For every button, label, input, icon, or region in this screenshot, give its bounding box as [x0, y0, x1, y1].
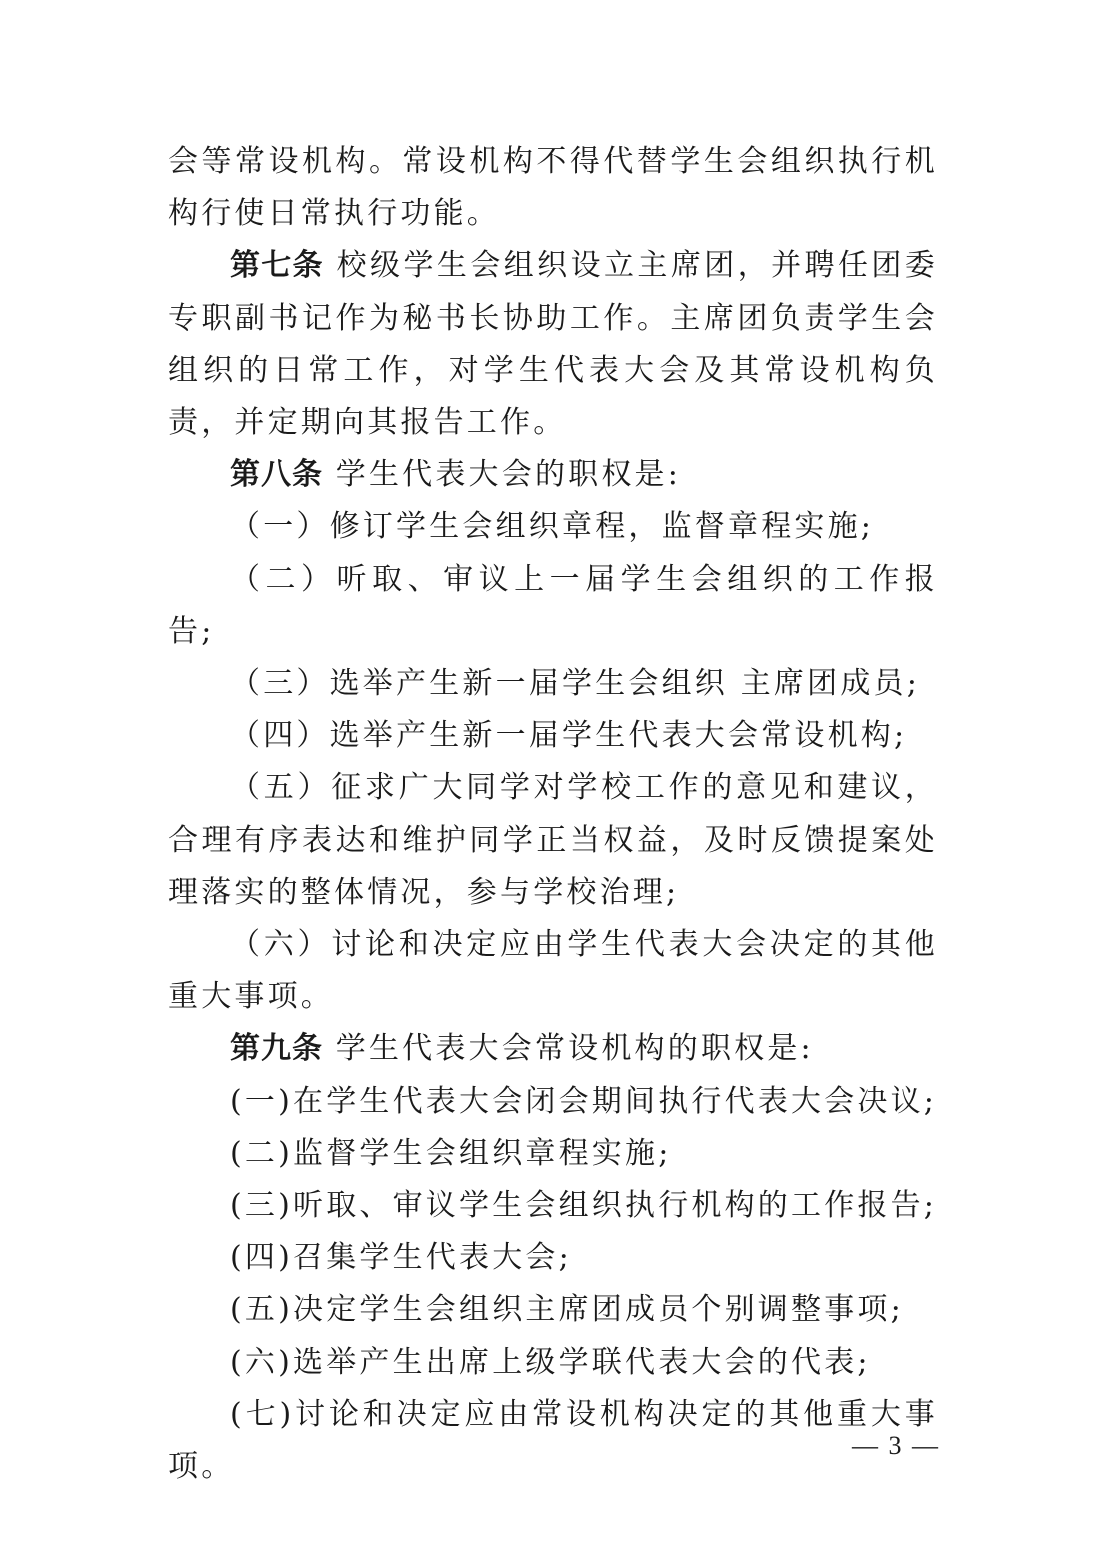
list-item: (一)在学生代表大会闭会期间执行代表大会决议;: [230, 1083, 938, 1119]
article-text: 学生代表大会常设机构的职权是:: [335, 1031, 814, 1067]
paragraph-continuation: 会等常设机构。常设机构不得代替学生会组织执行机构行使日常执行功能。: [168, 144, 938, 232]
list-item: （五）征求广大同学对学校工作的意见和建议，合理有序表达和维护同学正当权益，及时反馈提案处理落实的整体情况，参与学校治理;: [168, 770, 938, 910]
document-body: [168, 136, 938, 1493]
list-item: （二）听取、审议上一届学生会组织的工作报告;: [168, 561, 938, 649]
article-label: 第八条: [230, 457, 323, 493]
article-nine: [168, 1023, 938, 1075]
page-number: — 3 —: [852, 1431, 940, 1460]
list-item: (七)讨论和决定应由常设机构决定的其他重大事项。: [168, 1396, 938, 1485]
article-eight: [168, 449, 938, 501]
article-text: 学生代表大会的职权是:: [335, 457, 682, 493]
list-item: (三)听取、审议学生会组织执行机构的工作报告;: [230, 1188, 938, 1224]
list-item: (二)监督学生会组织章程实施;: [230, 1135, 672, 1171]
article-text: 校级学生会组织设立主席团，并聘任团委专职副书记作为秘书长协助工作。主席团负责学生会组织的日常工作，对学生代表大会及其常设机构负责，并定期向其报告工作。: [168, 248, 938, 441]
article-seven: [168, 240, 938, 449]
list-item: (五)决定学生会组织主席团成员个别调整事项;: [230, 1292, 904, 1328]
list-item: (四)召集学生代表大会;: [230, 1240, 572, 1276]
list-item: （三）选举产生新一届学生会组织 主席团成员;: [230, 666, 921, 702]
list-item: (六)选举产生出席上级学联代表大会的代表;: [230, 1344, 871, 1380]
list-item: （六）讨论和决定应由学生代表大会决定的其他重大事项。: [168, 927, 938, 1015]
list-item: （四）选举产生新一届学生代表大会常设机构;: [230, 718, 908, 754]
list-item: （一）修订学生会组织章程，监督章程实施;: [230, 509, 875, 545]
article-label: 第九条: [230, 1031, 323, 1067]
article-label: 第七条: [230, 248, 324, 284]
